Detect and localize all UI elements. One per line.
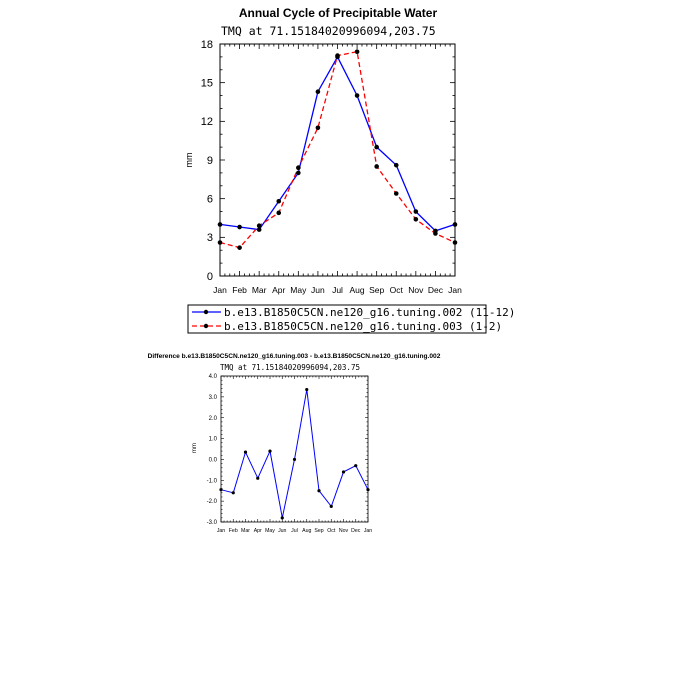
- y-tick-label: -2.0: [206, 499, 217, 506]
- y-tick-label: 6: [206, 193, 213, 206]
- data-point: [366, 488, 369, 491]
- precipitable-water-chart: [184, 6, 462, 295]
- x-tick-label: Apr: [253, 528, 262, 534]
- y-tick-label: -3.0: [206, 520, 217, 527]
- y-tick-label: 9: [206, 154, 213, 167]
- x-tick-label: Feb: [232, 285, 247, 295]
- data-point: [296, 165, 301, 170]
- legend: [188, 305, 515, 333]
- data-point: [316, 125, 321, 130]
- chart-subtitle: TMQ at 71.15184020996094,203.75: [221, 24, 436, 38]
- data-point: [296, 171, 301, 176]
- y-axis-label: mm: [184, 152, 194, 168]
- data-point: [317, 489, 320, 492]
- x-tick-label: Aug: [302, 528, 312, 534]
- chart-title: Annual Cycle of Precipitable Water: [238, 6, 438, 20]
- x-tick-label: Apr: [272, 285, 286, 295]
- x-tick-label: Aug: [349, 285, 365, 295]
- legend-marker-series-1: [204, 310, 208, 314]
- x-tick-label: Dec: [427, 285, 443, 295]
- data-point: [237, 225, 242, 230]
- plot-frame: [221, 376, 368, 522]
- legend-marker-series-2: [204, 324, 208, 328]
- x-tick-label: Jun: [311, 285, 325, 295]
- x-tick-label: Jan: [363, 528, 373, 534]
- chart-title: Difference b.e13.B1850C5CN.ne120_g16.tuning.003 - b.e13.B1850C5CN.ne120_g16.tuning.002: [147, 353, 441, 360]
- y-axis-ticks: [207, 374, 368, 526]
- data-point: [330, 505, 333, 508]
- x-tick-label: Mar: [251, 285, 267, 295]
- y-tick-label: 4.0: [208, 374, 217, 381]
- y-tick-label: 0: [206, 270, 213, 283]
- data-point: [414, 217, 419, 222]
- x-axis-ticks: [217, 376, 372, 534]
- x-tick-label: Oct: [389, 285, 403, 295]
- data-point: [355, 49, 360, 54]
- data-point: [433, 231, 438, 236]
- x-tick-label: Nov: [338, 528, 349, 534]
- data-point: [219, 488, 222, 491]
- data-point: [268, 449, 271, 452]
- y-tick-label: -1.0: [206, 478, 217, 485]
- data-point: [394, 191, 399, 196]
- y-tick-label: 0.0: [208, 457, 217, 464]
- x-axis-ticks: [213, 44, 462, 295]
- legend-label-series-1: b.e13.B1850C5CN.ne120_g16.tuning.002 (11-12): [224, 306, 516, 319]
- x-tick-label: Sep: [314, 528, 324, 534]
- series-lines: [218, 49, 458, 250]
- series-line-1: [220, 57, 455, 231]
- data-point: [335, 53, 340, 58]
- data-point: [342, 470, 345, 473]
- data-point: [232, 491, 235, 494]
- x-tick-label: Sep: [369, 285, 385, 295]
- y-tick-label: 12: [200, 116, 213, 129]
- plot-frame: [220, 44, 455, 276]
- series-line-1: [221, 390, 368, 518]
- data-point: [257, 223, 262, 228]
- y-tick-label: 3.0: [208, 394, 217, 401]
- legend-label-series-2: b.e13.B1850C5CN.ne120_g16.tuning.003 (1-2): [224, 320, 503, 333]
- data-point: [305, 388, 308, 391]
- y-tick-label: 18: [200, 38, 213, 51]
- x-tick-label: Jan: [213, 285, 227, 295]
- y-tick-label: 15: [200, 77, 213, 90]
- x-tick-label: May: [290, 285, 307, 295]
- y-tick-label: 2.0: [208, 415, 217, 422]
- data-point: [237, 245, 242, 250]
- x-tick-label: Jul: [291, 528, 298, 534]
- data-point: [414, 209, 419, 214]
- y-tick-label: 3: [206, 232, 213, 245]
- x-tick-label: Jun: [278, 528, 287, 534]
- data-point: [374, 164, 379, 169]
- data-point: [316, 89, 321, 94]
- data-point: [256, 477, 259, 480]
- series-lines: [219, 388, 369, 519]
- data-point: [394, 163, 399, 168]
- data-point: [354, 464, 357, 467]
- x-tick-label: Jan: [448, 285, 462, 295]
- data-point: [218, 222, 223, 227]
- data-point: [374, 145, 379, 150]
- x-tick-label: Nov: [408, 285, 424, 295]
- data-point: [453, 240, 458, 245]
- data-point: [293, 458, 296, 461]
- data-point: [244, 451, 247, 454]
- x-tick-label: Dec: [351, 528, 361, 534]
- data-point: [281, 516, 284, 519]
- x-tick-label: Jan: [216, 528, 226, 534]
- data-point: [355, 93, 360, 98]
- x-tick-label: May: [265, 528, 275, 534]
- y-tick-label: 1.0: [208, 436, 217, 443]
- series-line-2: [220, 52, 455, 248]
- data-point: [276, 199, 281, 204]
- data-point: [218, 240, 223, 245]
- x-tick-label: Jul: [332, 285, 343, 295]
- x-tick-label: Mar: [241, 528, 250, 534]
- data-point: [276, 211, 281, 216]
- chart-subtitle: TMQ at 71.15184020996094,203.75: [220, 363, 360, 372]
- x-tick-label: Oct: [327, 528, 336, 534]
- difference-chart: [148, 353, 441, 534]
- y-axis-label: mm: [192, 443, 198, 453]
- data-point: [453, 222, 458, 227]
- x-tick-label: Feb: [228, 528, 238, 534]
